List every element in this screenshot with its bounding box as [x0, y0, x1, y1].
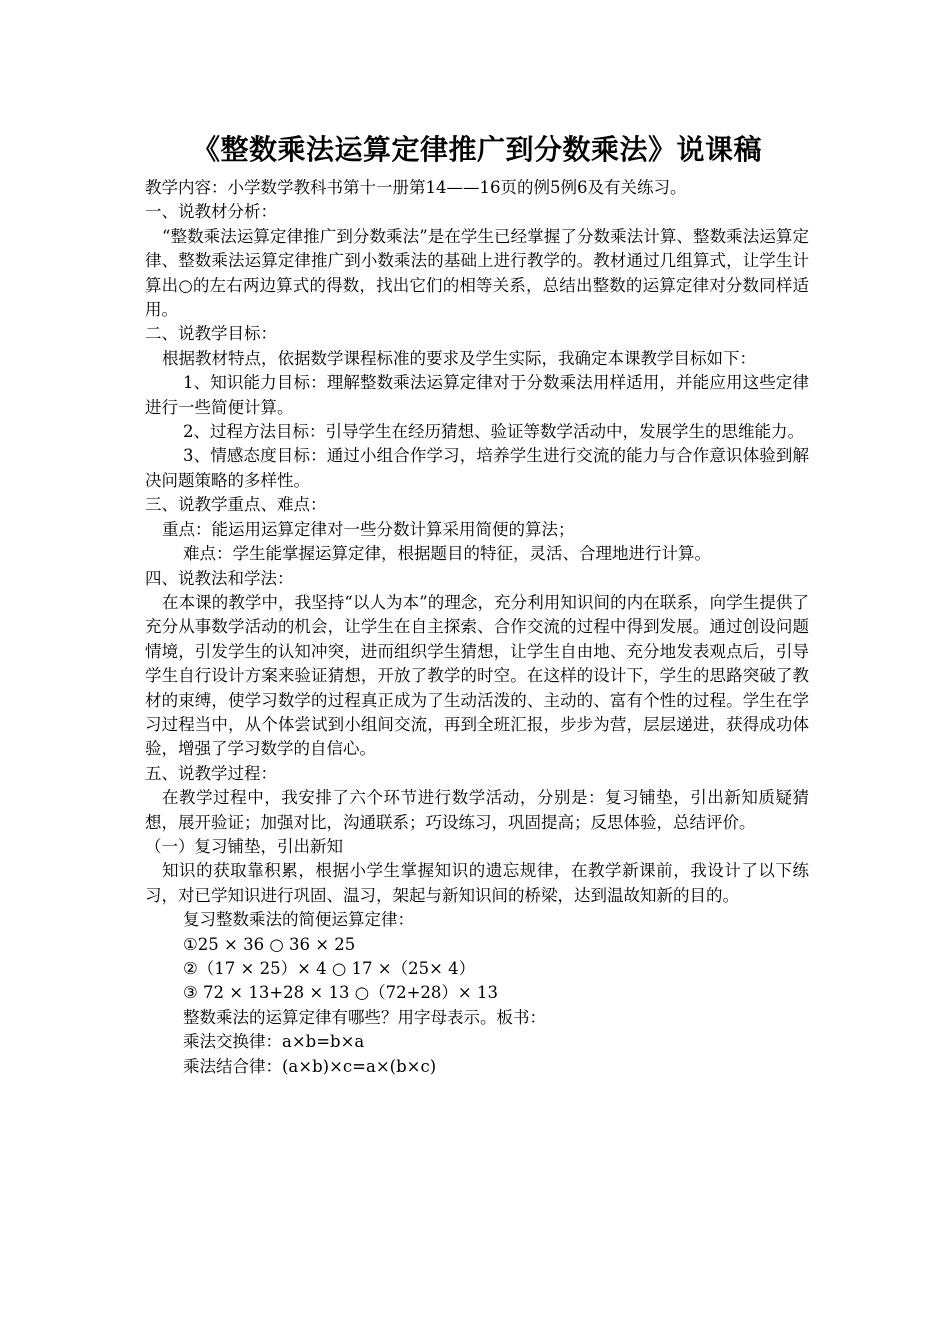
associative-law: 乘法结合律：(a×b)×c=a×(b×c) — [183, 1056, 437, 1076]
objectives-intro-paragraph: 根据教材特点，依据数学课程标准的要求及学生实际，我确定本课教学目标如下： — [162, 348, 756, 368]
document-page — [145, 128, 809, 1079]
section-heading-1: 一、说教材分析： — [145, 202, 277, 222]
review-paragraph: 知识的获取靠积累，根据小学生掌握知识的遗忘规律，在教学新课前，我设计了以下练习，对已学知识进行巩固、温习，架起与新知识间的桥梁，达到温故知新的目的。 — [145, 861, 809, 905]
section-heading-2: 二、说教学目标： — [145, 324, 277, 344]
exercise-1: ①25 × 36 ○ 36 × 25 — [183, 934, 356, 954]
exercise-2: ②（17 × 25）× 4 ○ 17 ×（25× 4） — [183, 959, 476, 978]
law-question: 整数乘法的运算定律有哪些？用字母表示。板书： — [183, 1007, 546, 1027]
process-paragraph: 在教学过程中，我安排了六个环节进行数学活动，分别是：复习铺垫，引出新知质疑猜想，展开验证；加强对比，沟通联系；巧设练习，巩固提高；反思体验，总结评价。 — [145, 788, 809, 832]
objective-1: 1、知识能力目标：理解整数乘法运算定律对于分数乘法用样适用，并能应用这些定律进行一些简便计算。 — [145, 373, 809, 417]
objective-3: 3、情感态度目标：通过小组合作学习，培养学生进行交流的能力与合作意识体验到解决问题策略的多样性。 — [145, 446, 809, 490]
subsection-heading-1: （一）复习铺垫，引出新知 — [145, 836, 343, 856]
objective-2: 2、过程方法目标：引导学生在经历猜想、验证等数学活动中，发展学生的思维能力。 — [183, 422, 804, 442]
difficult-point: 难点：学生能掌握运算定律，根据题目的特征，灵活、合理地进行计算。 — [183, 544, 711, 564]
method-paragraph: 在本课的教学中，我坚持“以人为本”的理念，充分利用知识间的内在联系，向学生提供了充分从事数学活动的机会，让学生在自主探索、合作交流的过程中得到发展。通过创设问题情境，引发学生的认知冲突，进而组织学生猜想，让学生自由地、充分地发表观点后，引导学生自行设计方案来验证猜想，开放了教学的时空。在这样的设计下，学生的思路突破了教材的束缚，使学习数学的过程真正成为了生动活泼的、主动的、富有个性的过程。学生在学习过程当中，从个体尝试到小组间交流，再到全班汇报，步步为营，层层递进，获得成功体验，增强了学习数学的自信心。 — [145, 592, 809, 759]
section-heading-3: 三、说教学重点、难点： — [145, 495, 327, 515]
section-heading-5: 五、说教学过程： — [145, 763, 277, 783]
teaching-content: 教学内容：小学数学教科书第十一册第14——16页的例5例6及有关练习。 — [145, 178, 687, 197]
review-instruction: 复习整数乘法的简便运算定律： — [183, 910, 414, 930]
key-point: 重点：能运用运算定律对一些分数计算采用简便的算法； — [162, 519, 575, 539]
material-analysis-paragraph: “整数乘法运算定律推广到分数乘法”是在学生已经掌握了分数乘法计算、整数乘法运算定律、整数乘法运算定律推广到小数乘法的基础上进行教学的。教材通过几组算式，让学生计算出○的左右两边算式的得数，找出它们的相等关系，总结出整数的运算定律对分数同样适用。 — [145, 226, 809, 320]
section-heading-4: 四、说教法和学法： — [145, 568, 294, 588]
commutative-law: 乘法交换律：a×b=b×a — [183, 1032, 365, 1052]
document-title: 《整数乘法运算定律推广到分数乘法》说课稿 — [191, 133, 762, 166]
exercise-3: ③ 72 × 13+28 × 13 ○（72+28）× 13 — [183, 983, 498, 1003]
